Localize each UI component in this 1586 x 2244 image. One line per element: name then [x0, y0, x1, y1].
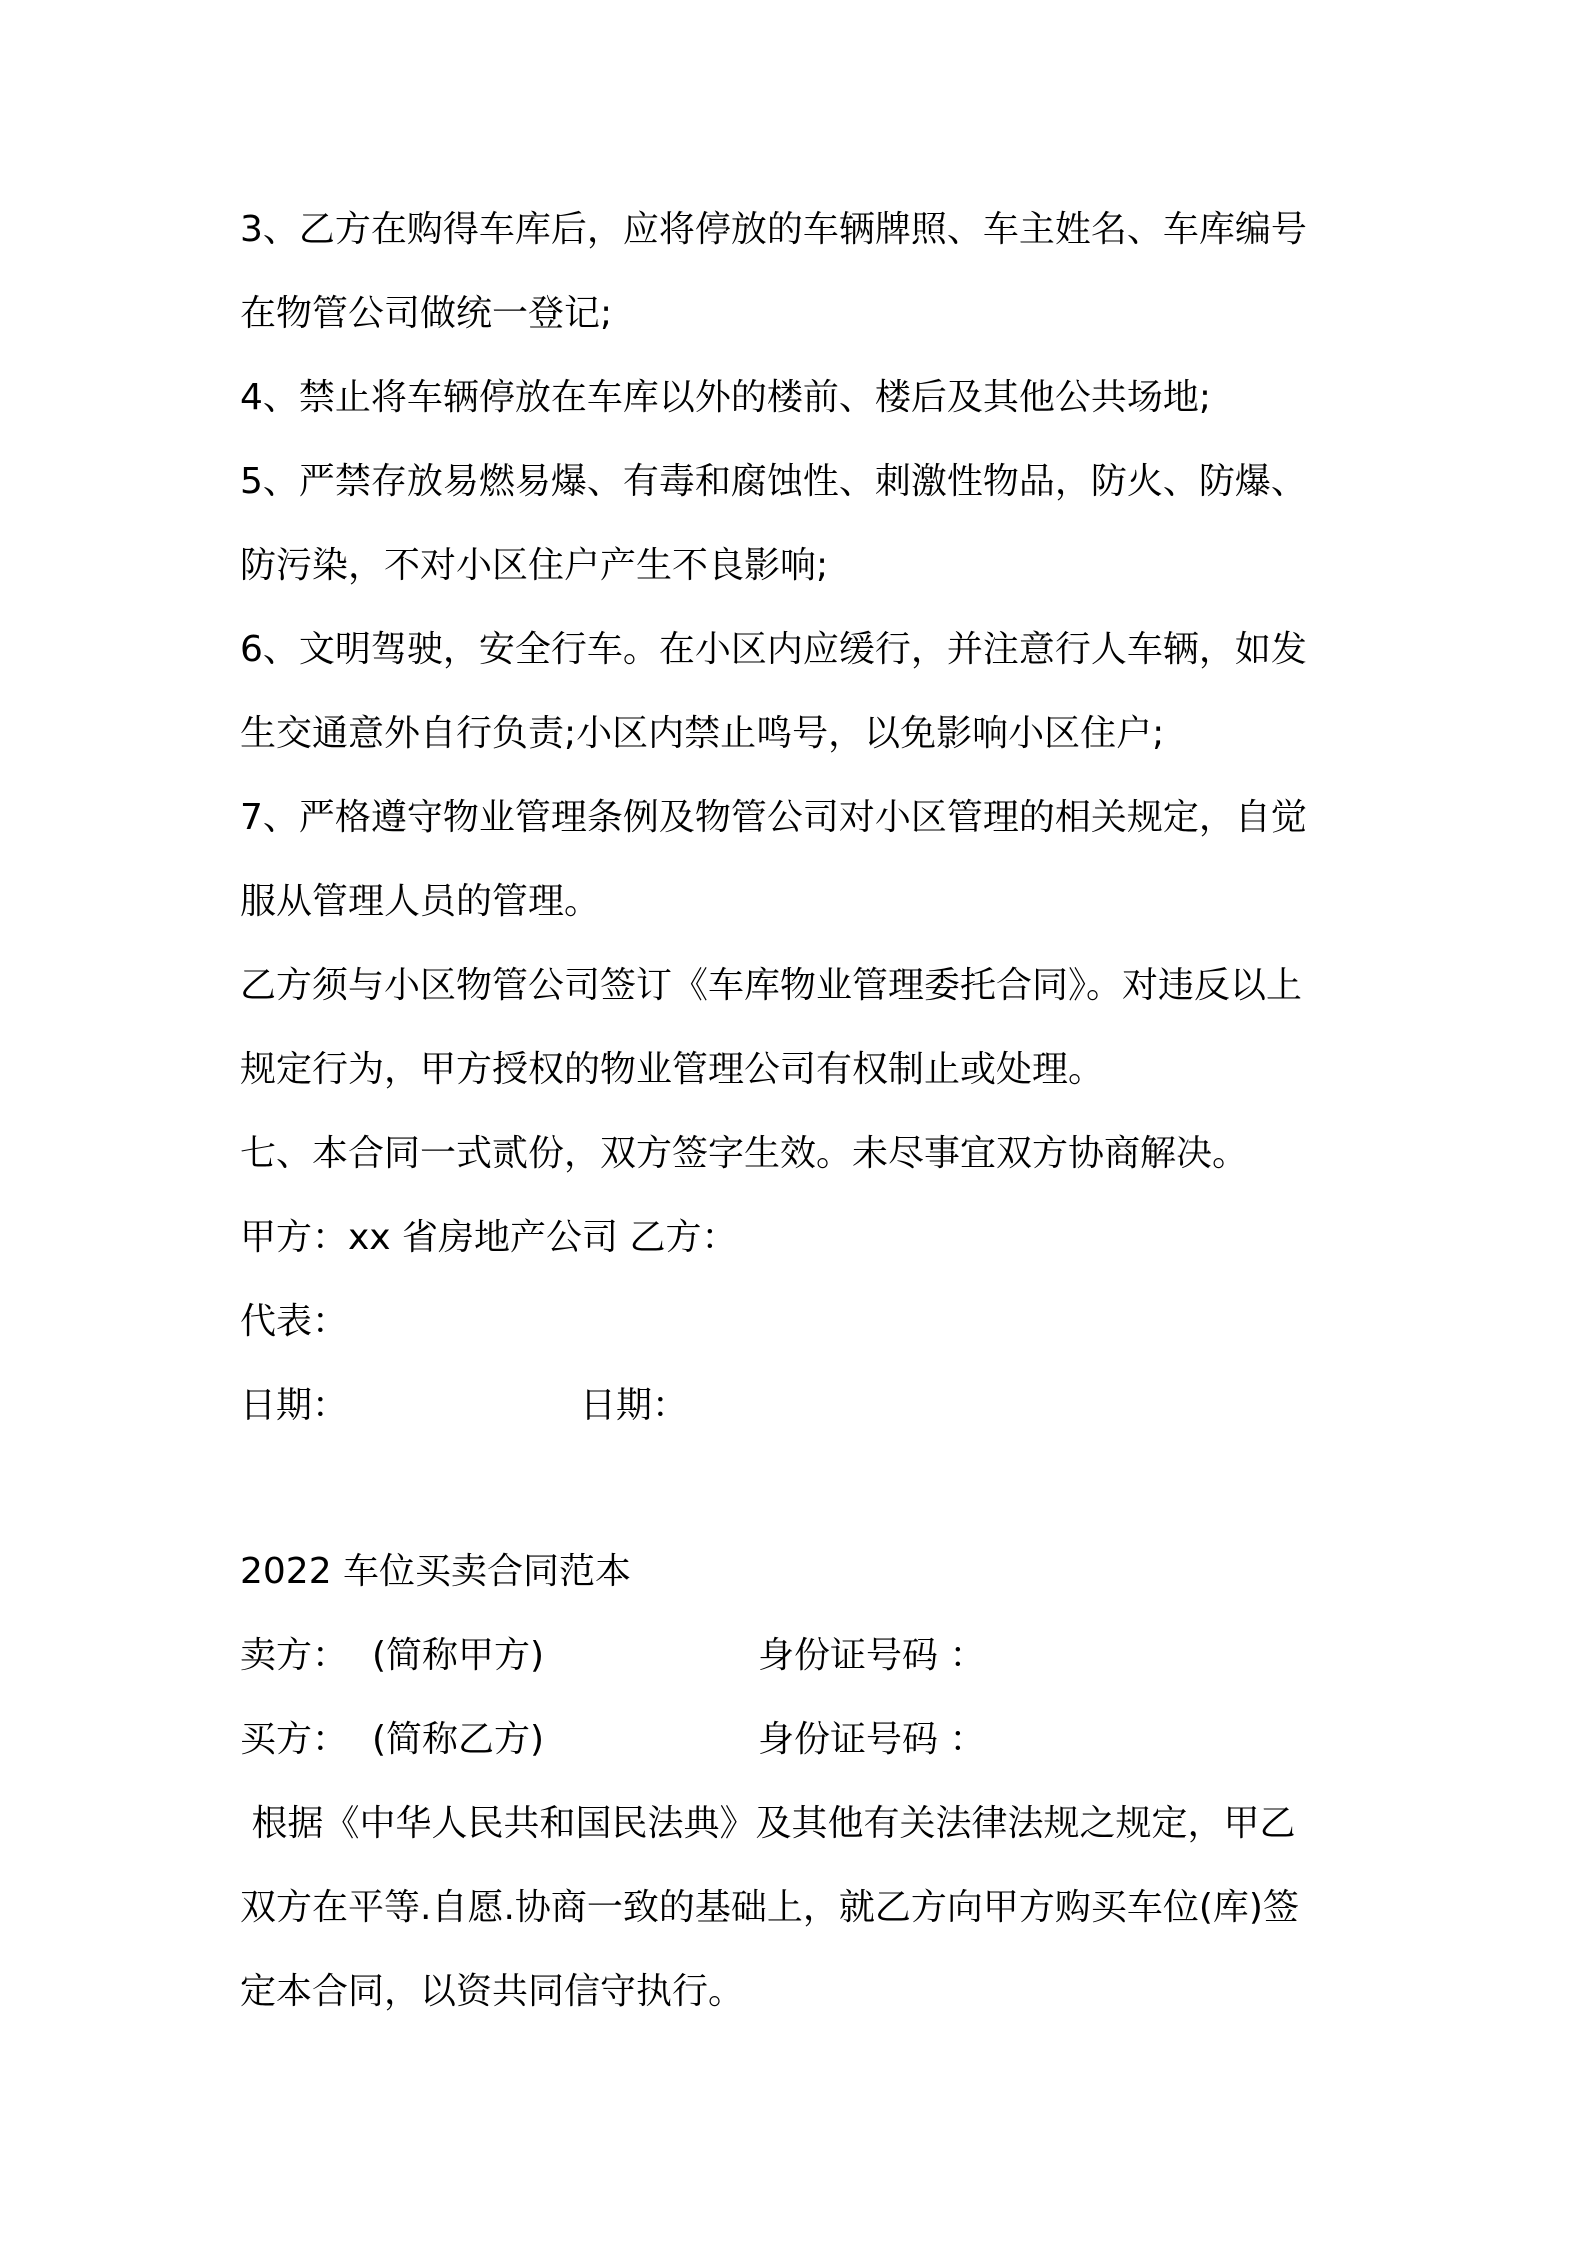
clause-6-line-2: 生交通意外自行负责;小区内禁止鸣号，以免影响小区住户;: [240, 713, 1165, 754]
clause-5-line-1: 5、严禁存放易燃易爆、有毒和腐蚀性、刺激性物品，防火、防爆、: [240, 461, 1307, 502]
clause-3-line-2: 在物管公司做统一登记;: [240, 293, 613, 334]
seller-label: 卖方：: [240, 1635, 349, 1676]
article-seven-line: 七、本合同一式贰份，双方签字生效。未尽事宜双方协商解决。: [240, 1133, 1249, 1174]
clause-4-line: 4、禁止将车辆停放在车库以外的楼前、楼后及其他公共场地;: [240, 377, 1212, 418]
buyer-abbreviation: (简称乙方): [372, 1719, 545, 1760]
management-contract-line-2: 规定行为，甲方授权的物业管理公司有权制止或处理。: [240, 1049, 1105, 1090]
intro-line-3: 定本合同，以资共同信守执行。: [240, 1971, 745, 2012]
buyer-id-number-label: 身份证号码 ：: [758, 1719, 986, 1760]
intro-line-2: 双方在平等.自愿.协商一致的基础上，就乙方向甲方购买车位(库)签: [240, 1887, 1299, 1928]
clause-7-line-2: 服从管理人员的管理。: [240, 881, 601, 922]
clause-6-line-1: 6、文明驾驶，安全行车。在小区内应缓行，并注意行人车辆，如发: [240, 629, 1307, 670]
management-contract-line-1: 乙方须与小区物管公司签订《车库物业管理委托合同》。对违反以上: [240, 965, 1303, 1006]
representative-label: 代表：: [240, 1301, 349, 1342]
clause-3-line-1: 3、乙方在购得车库后，应将停放的车辆牌照、车主姓名、车库编号: [240, 209, 1307, 250]
seller-id-number-label: 身份证号码 ：: [758, 1635, 986, 1676]
buyer-label: 买方：: [240, 1719, 349, 1760]
intro-line-1: 根据《中华人民共和国民法典》及其他有关法律法规之规定，甲乙: [240, 1803, 1296, 1844]
clause-7-line-1: 7、严格遵守物业管理条例及物管公司对小区管理的相关规定，自觉: [240, 797, 1307, 838]
date-label-party-b: 日期：: [580, 1385, 689, 1426]
seller-abbreviation: (简称甲方): [372, 1635, 545, 1676]
date-label-party-a: 日期：: [240, 1385, 349, 1426]
parties-signature-line: 甲方：xx 省房地产公司 乙方：: [240, 1217, 738, 1258]
second-contract-title: 2022 车位买卖合同范本: [240, 1551, 632, 1592]
clause-5-line-2: 防污染，不对小区住户产生不良影响;: [240, 545, 829, 586]
